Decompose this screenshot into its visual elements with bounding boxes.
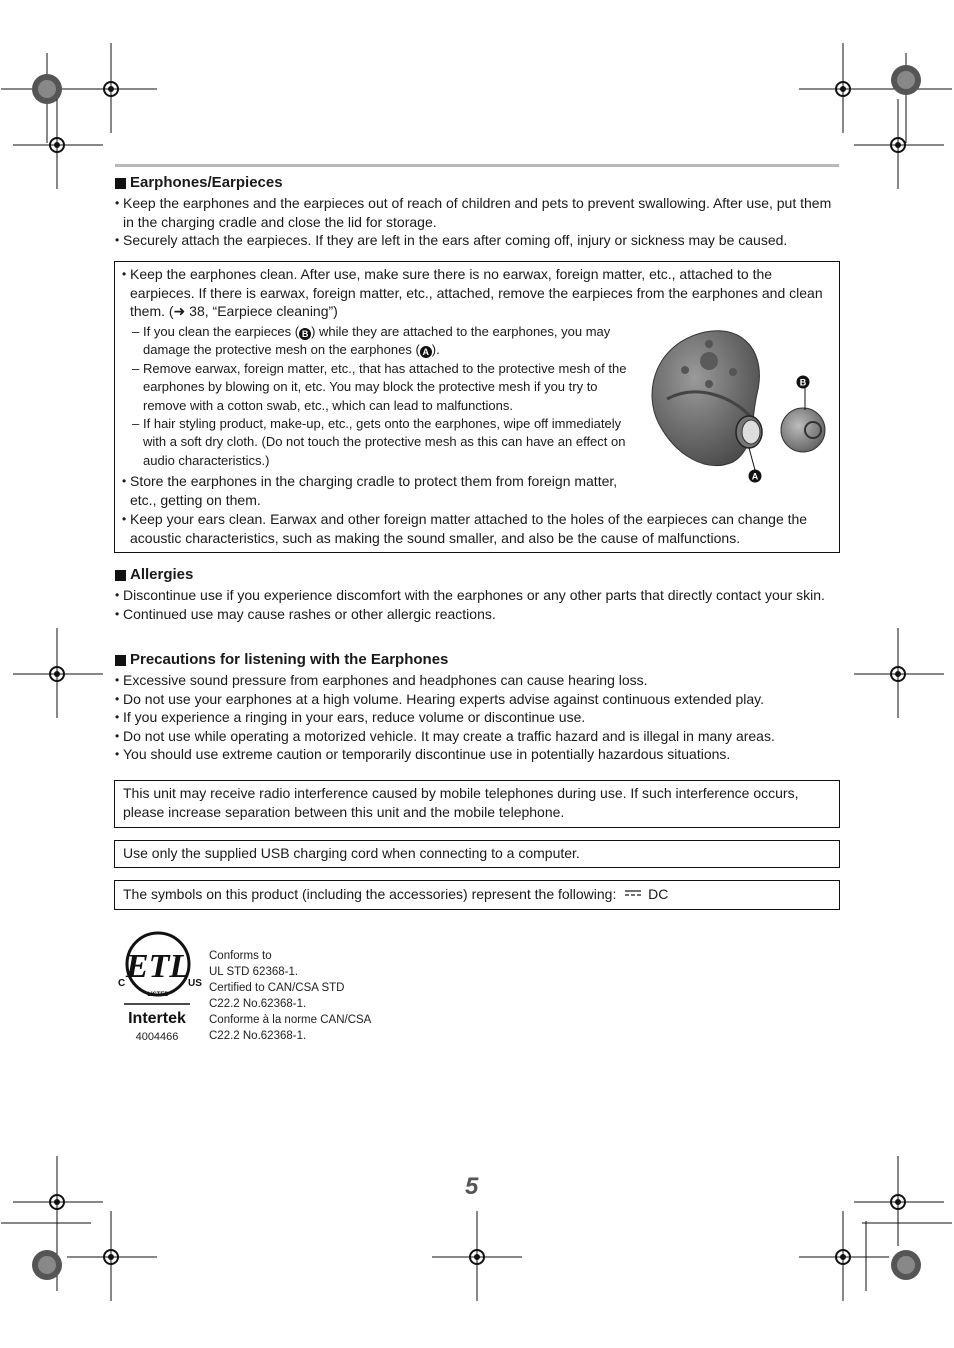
label-a-icon: A: [420, 346, 432, 358]
crosshair-icon: [13, 99, 103, 189]
list-item: – Remove earwax, foreign matter, etc., that has attached to the protective mesh of the earphones by blowing on it, etc. You may block the protective mesh if you try to remove with a cotton swab, etc., which can lead to malfunctions.: [132, 360, 642, 415]
crosshair-icon: [432, 1211, 522, 1301]
radio-notice-text: This unit may receive radio interference caused by mobile telephones during use. If such interference occurs, please increase separation between this unit and the mobile telephone.: [123, 785, 799, 820]
dc-label: DC: [648, 886, 669, 902]
symbols-notice-box: [114, 880, 840, 910]
list-item: • If you experience a ringing in your ears, reduce volume or discontinue use.: [115, 708, 840, 727]
heading-square-icon: [115, 178, 126, 189]
list-item: • Keep your ears clean. Earwax and other foreign matter attached to the holes of the earpieces can change the acoustic characteristics, such as making the sound smaller, and also be the cause of malfunctions.: [122, 510, 828, 547]
etl-us-text: US: [188, 978, 202, 989]
earphone-illustration: [645, 324, 835, 494]
radio-notice-box: [114, 780, 840, 828]
list-item: • Excessive sound pressure from earphones and headphones can cause hearing loss.: [115, 671, 840, 690]
care-notice-box: [114, 261, 840, 553]
dc-symbol-icon: [624, 888, 642, 898]
list-item: • You should use extreme caution or temporarily discontinue use in potentially hazardous situations.: [115, 745, 840, 764]
precautions-list: [115, 671, 840, 764]
heading-square-icon: [115, 655, 126, 666]
section-divider: [115, 164, 839, 167]
usb-notice-text: Use only the supplied USB charging cord when connecting to a computer.: [123, 845, 580, 861]
intertek-text: Intertek: [128, 1010, 186, 1027]
list-item: • Discontinue use if you experience discomfort with the earphones or any other parts that directly contact your skin.: [115, 586, 840, 605]
crosshair-icon: [13, 628, 103, 718]
earphones-heading: Earphones/Earpieces: [115, 174, 283, 193]
list-item: • Do not use your earphones at a high volume. Hearing experts advise against continuous extended play.: [115, 690, 840, 709]
registration-mark-icon: [862, 1221, 952, 1311]
etl-number: 4004466: [135, 1031, 179, 1043]
list-item: • Continued use may cause rashes or other allergic reactions.: [115, 605, 840, 624]
care-store-list: [122, 472, 642, 509]
figure-label-a: A: [751, 471, 759, 482]
crosshair-icon: [67, 1211, 157, 1301]
care-sub-list: [132, 323, 642, 470]
etl-listed-logo: [114, 930, 206, 1044]
list-item: • Keep the earphones and the earpieces out of reach of children and pets to prevent swallowing. After use, put them in the charging cradle and close the lid for storage.: [115, 194, 840, 231]
page-number: 5: [465, 1173, 479, 1200]
usb-notice-box: [114, 840, 840, 868]
allergies-heading: Allergies: [115, 566, 193, 585]
list-item: – If hair styling product, make-up, etc., gets onto the earphones, wipe off immediately with a soft dry cloth. (Do not touch the protective mesh as this can have an effect on audio characteristics.): [132, 415, 642, 470]
earphones-list: [115, 194, 840, 250]
certification-notes: Conforms to UL STD 62368-1. Certified to CAN/CSA STD C22.2 No.62368-1. Conforme à la norme CAN/CSA C22.2 No.62368-1.: [209, 950, 372, 1042]
list-item: • Keep the earphones clean. After use, make sure there is no earwax, foreign matter, etc., attached to the earpieces. If there is earwax, foreign matter, etc., attached, remove the earpieces from the earphones and clean them. (➜ 38, “Earpiece cleaning”): [122, 265, 828, 321]
symbols-notice-text: The symbols on this product (including the accessories) represent the following:: [123, 886, 617, 902]
care-ears-list: [122, 510, 828, 547]
figure-label-b: B: [799, 377, 807, 388]
precautions-heading: Precautions for listening with the Earphones: [115, 651, 448, 670]
label-b-icon: B: [299, 328, 311, 340]
etl-c-text: C: [118, 978, 126, 989]
list-item: • Store the earphones in the charging cradle to protect them from foreign matter, etc., getting on them.: [122, 472, 642, 509]
list-item: • Securely attach the earpieces. If they are left in the ears after coming off, injury or sickness may be caused.: [115, 231, 840, 250]
care-intro-list: [122, 265, 828, 321]
etl-listed-text: LISTED: [147, 992, 169, 998]
heading-square-icon: [115, 570, 126, 581]
crosshair-icon: [854, 628, 944, 718]
list-item: – If you clean the earpieces ( B ) while they are attached to the earphones, you may damage the protective mesh on the earphones ( A ).: [132, 323, 642, 360]
etl-logo-text: ETL: [125, 948, 191, 985]
crosshair-icon: [854, 99, 944, 189]
allergies-list: [115, 586, 840, 623]
list-item: • Do not use while operating a motorized vehicle. It may create a traffic hazard and is illegal in many areas.: [115, 727, 840, 746]
